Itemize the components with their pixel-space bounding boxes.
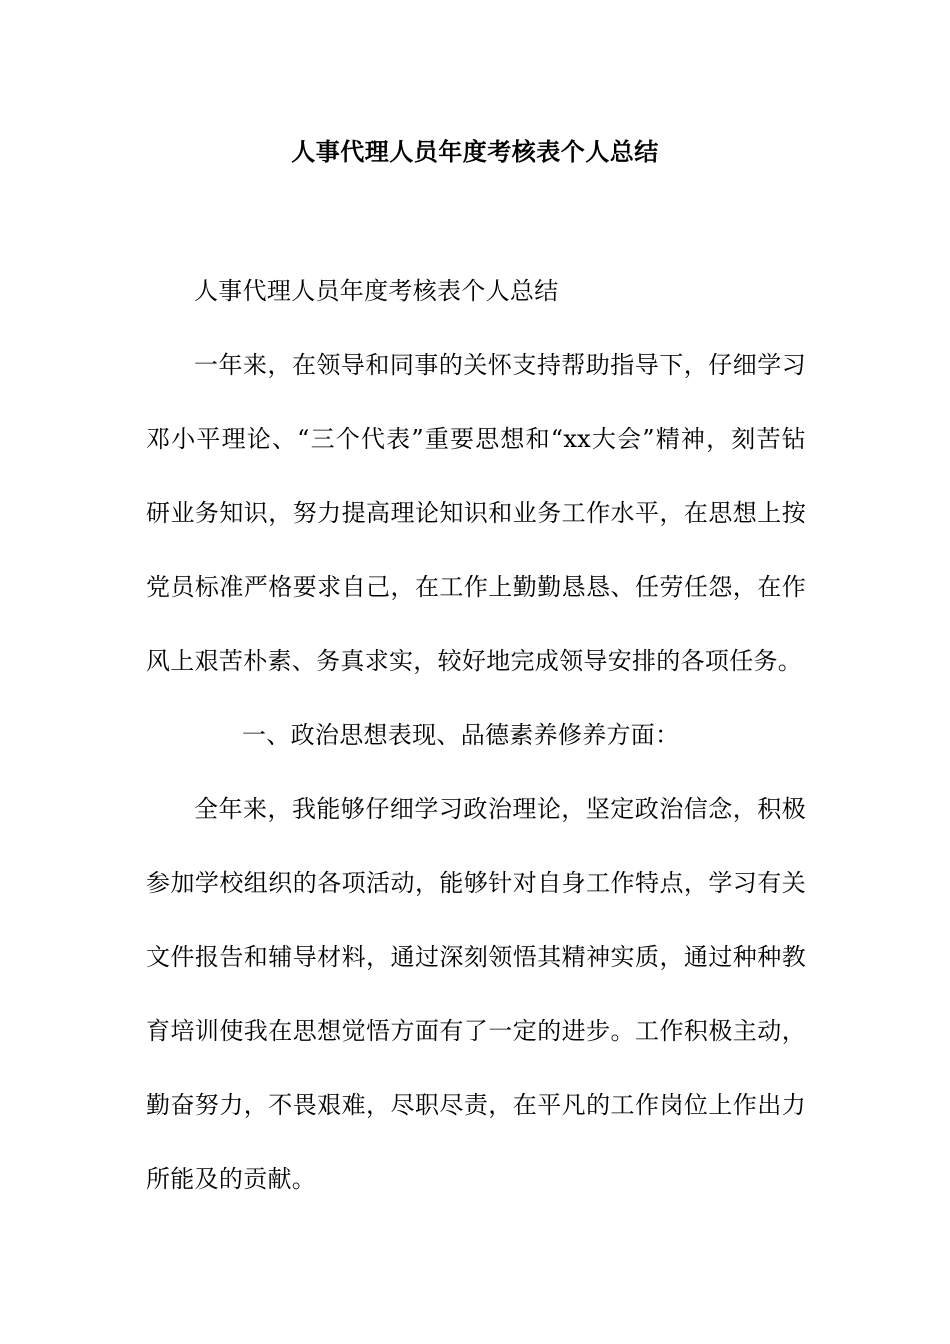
paragraph-intro: 一年来，在领导和同事的关怀支持帮助指导下，仔细学习邓小平理论、“三个代表”重要思想和“xx大会”精神，刻苦钻研业务知识，努力提高理论知识和业务工作水平，在思想上按党员标准严格要求自己，在工作上勤勤恳恳、任劳任怨，在作风上艰苦朴素、务真求实，较好地完成领导安排的各项任务。	[146, 351, 806, 675]
document-title: 人事代理人员年度考核表个人总结	[291, 137, 659, 166]
paragraph-political: 全年来，我能够仔细学习政治理论，坚定政治信念，积极参加学校组织的各项活动，能够针对自身工作特点，学习有关文件报告和辅导材料，通过深刻领悟其精神实质，通过种种教育培训使我在思想觉悟方面有了一定的进步。工作积极主动，勤奋努力，不畏艰难，尽职尽责，在平凡的工作岗位上作出力所能及的贡献。	[146, 795, 806, 1193]
document-body	[146, 254, 806, 1216]
paragraph-subtitle: 人事代理人员年度考核表个人总结	[194, 277, 559, 305]
section-heading-political: 一、政治思想表现、品德素养修养方面：	[242, 721, 680, 749]
